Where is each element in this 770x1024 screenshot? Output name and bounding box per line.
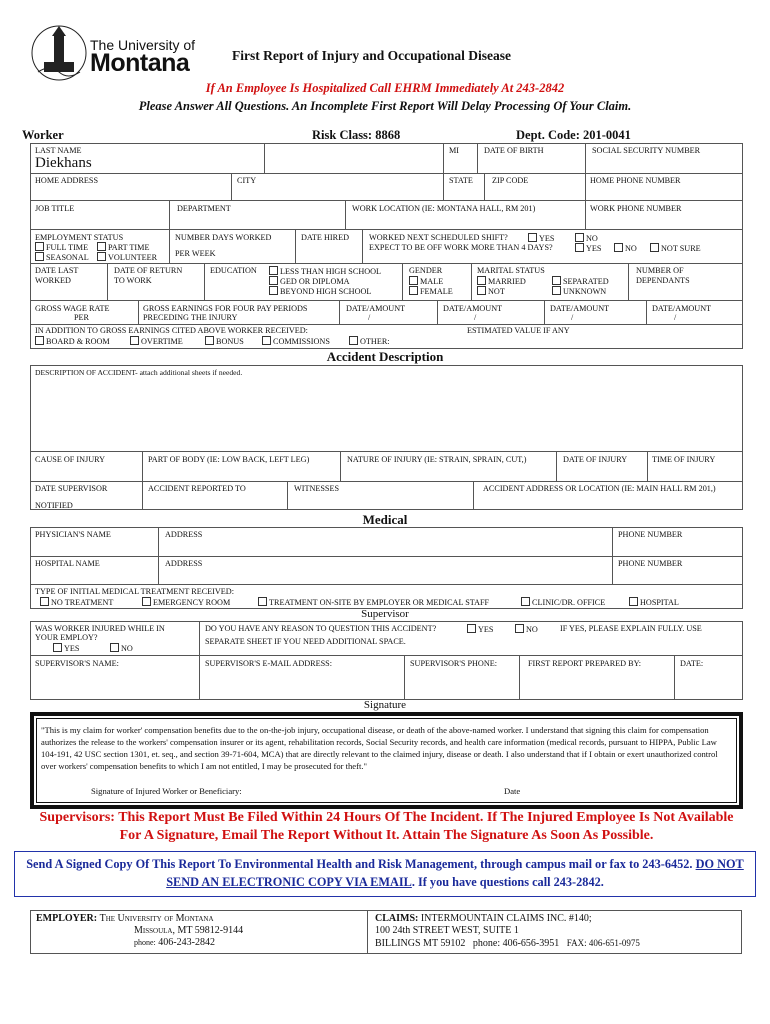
bonus-checkbox[interactable] (205, 336, 214, 345)
cause-label: CAUSE OF INJURY (35, 455, 106, 464)
last-name-label: LAST NAME (35, 146, 82, 155)
risk-class: Risk Class: 8868 (312, 128, 401, 142)
expect-off-not-sure-checkbox[interactable] (650, 243, 659, 252)
time-injury-label: TIME OF INJURY (652, 455, 716, 464)
reason-question-label: DO YOU HAVE ANY REASON TO QUESTION THIS ACCIDENT? (205, 624, 437, 633)
gross-wage-label2: PER (74, 313, 90, 322)
not-married-checkbox[interactable] (477, 286, 486, 295)
next-shift-yes-checkbox[interactable] (528, 233, 537, 242)
state-label: STATE (449, 176, 473, 185)
send-copy-text (18, 855, 752, 891)
claims-street: 100 24th STREET WEST, SUITE 1 (375, 925, 519, 936)
overtime-checkbox[interactable] (130, 336, 139, 345)
supervisor-phone-label: SUPERVISOR'S PHONE: (410, 659, 498, 668)
other-option[interactable]: OTHER: (349, 336, 390, 346)
employment-status-label: EMPLOYMENT STATUS (35, 233, 124, 242)
seasonal-checkbox[interactable] (35, 252, 44, 261)
accident-address-label: ACCIDENT ADDRESS OR LOCATION (IE: MAIN HALL RM 201,) (483, 484, 716, 493)
department-label: DEPARTMENT (177, 204, 231, 213)
dependants-label2: DEPENDANTS (636, 276, 690, 285)
emergency-checkbox[interactable] (142, 597, 151, 606)
date-last-worked-label2: WORKED (35, 276, 71, 285)
expect-off-no-checkbox[interactable] (614, 243, 623, 252)
signature-date-label[interactable]: Date (504, 786, 521, 796)
volunteer-option[interactable]: VOLUNTEER (97, 252, 157, 262)
send-copy-part1: Send A Signed Copy Of This Report To Environmental Health and Risk Management, through campus mail or fax to 243-6452. (26, 857, 693, 871)
injured-while-label1: WAS WORKER INJURED WHILE IN (35, 624, 165, 633)
less-hs-option[interactable]: LESS THAN HIGH SCHOOL (269, 266, 381, 276)
treatment-type-label: TYPE OF INITIAL MEDICAL TREATMENT RECEIVED: (35, 587, 234, 596)
clinic-checkbox[interactable] (521, 597, 530, 606)
nature-label: NATURE OF INJURY (IE: STRAIN, SPRAIN, CUT,) (347, 455, 527, 464)
expect-off-no[interactable]: NO (614, 243, 637, 253)
education-label: EDUCATION (210, 266, 257, 275)
dept-code: Dept. Code: 201-0041 (516, 128, 631, 142)
not-married-option[interactable]: NOT (477, 286, 505, 296)
medical-section-title: Medical (362, 512, 408, 527)
work-phone-label: WORK PHONE NUMBER (590, 204, 682, 213)
male-option[interactable]: MALE (409, 276, 443, 286)
next-shift-no-checkbox[interactable] (575, 233, 584, 242)
employer-city: Missoula, MT 59812-9144 (134, 925, 244, 936)
physician-label: PHYSICIAN'S NAME (35, 530, 111, 539)
expect-off-not-sure[interactable]: NOT SURE (650, 243, 701, 253)
form-title: First Report of Injury and Occupational Disease (232, 48, 511, 63)
logo-line1: The University of (90, 37, 196, 53)
date-return-label1: DATE OF RETURN (114, 266, 183, 275)
claims-city: BILLINGS MT 59102 (375, 938, 466, 949)
gross-wage-label1: GROSS WAGE RATE (35, 304, 110, 313)
injured-no-option[interactable]: NO (110, 643, 133, 653)
ged-option[interactable]: GED OR DIPLOMA (269, 276, 350, 286)
male-checkbox[interactable] (409, 276, 418, 285)
claims-label: CLAIMS: (375, 913, 419, 924)
signature-line-label[interactable]: Signature of Injured Worker or Beneficiary: (91, 786, 242, 796)
hospital-option[interactable]: HOSPITAL (629, 597, 679, 607)
home-phone-label: HOME PHONE NUMBER (590, 176, 681, 185)
unknown-checkbox[interactable] (552, 286, 561, 295)
separated-checkbox[interactable] (552, 276, 561, 285)
reason-yes-checkbox[interactable] (467, 624, 476, 633)
date-return-label2: TO WORK (114, 276, 152, 285)
signature-section-title: Signature (363, 699, 407, 711)
no-treatment-option[interactable]: NO TREATMENT (40, 597, 113, 607)
reason-no-option[interactable]: NO (515, 624, 538, 634)
part-time-option[interactable]: PART TIME (97, 242, 149, 252)
in-addition-label: IN ADDITION TO GROSS EARNINGS CITED ABOVE WORKER RECEIVED: (35, 326, 308, 335)
onsite-option[interactable]: TREATMENT ON-SITE BY EMPLOYER OR MEDICAL STAFF (258, 597, 489, 607)
other-checkbox[interactable] (349, 336, 358, 345)
prepared-date-label: DATE: (680, 659, 704, 668)
hospital-address-label: ADDRESS (165, 559, 203, 568)
accident-description-label: DESCRIPTION OF ACCIDENT- attach additional sheets if needed. (35, 368, 243, 377)
separate-sheet-label: SEPARATE SHEET IF YOU NEED ADDITIONAL SPACE. (205, 637, 406, 646)
female-checkbox[interactable] (409, 286, 418, 295)
prepared-by-label: FIRST REPORT PREPARED BY: (528, 659, 642, 668)
unknown-option[interactable]: UNKNOWN (552, 286, 606, 296)
date-amount-2-label: DATE/AMOUNT (443, 304, 503, 313)
supervisor-email-label: SUPERVISOR'S E-MAIL ADDRESS: (205, 659, 332, 668)
date-amount-4-label: DATE/AMOUNT (652, 304, 712, 313)
full-time-option[interactable]: FULL TIME (35, 242, 88, 252)
expect-off-yes-checkbox[interactable] (575, 243, 584, 252)
overtime-option[interactable]: OVERTIME (130, 336, 183, 346)
job-title-label: JOB TITLE (35, 204, 75, 213)
date-amount-3-label: DATE/AMOUNT (550, 304, 610, 313)
logo-line2: Montana (90, 49, 190, 77)
dependants-label1: NUMBER OF (636, 266, 684, 275)
date-amount-3-slash: / (571, 313, 574, 322)
onsite-checkbox[interactable] (258, 597, 267, 606)
date-hired-label: DATE HIRED (301, 233, 349, 242)
claims-phone: phone: 406-656-3951 (472, 938, 560, 949)
beyond-hs-checkbox[interactable] (269, 286, 278, 295)
date-injury-label: DATE OF INJURY (563, 455, 628, 464)
date-supervisor-label2: NOTIFIED (35, 501, 73, 510)
university-seal (30, 22, 88, 84)
hospital-label: HOSPITAL NAME (35, 559, 100, 568)
dob-label: DATE OF BIRTH (484, 146, 544, 155)
date-amount-1-slash: / (368, 313, 371, 322)
employer-phone-label: phone: (134, 938, 156, 947)
bonus-option[interactable]: BONUS (205, 336, 244, 346)
expect-off-yes[interactable]: YES (575, 243, 601, 253)
volunteer-checkbox[interactable] (97, 252, 106, 261)
reason-no-checkbox[interactable] (515, 624, 524, 633)
next-shift-no[interactable]: NO (575, 233, 598, 243)
full-time-checkbox[interactable] (35, 242, 44, 251)
commissions-option[interactable]: COMMISSIONS (262, 336, 330, 346)
no-treatment-checkbox[interactable] (40, 597, 49, 606)
part-of-body-label: PART OF BODY (IE: LOW BACK, LEFT LEG) (148, 455, 310, 464)
employer-phone: 406-243-2842 (158, 937, 215, 948)
signature-statement: "This is my claim for worker' compensation benefits due to the on-the-job injury, occupational disease, or death of the above-named worker. I understand that signing this claim for compensation authorizes the release to the workers' compensation insurer or its agent, rehabilitation records, Social Security records, and health care information (medical records, pursuant to HIPPA, Public Law 104-191, 42 USC section 1301, et. seq., and section 39-71-604, MCA) that are directly relevant to the claimed injury, disease or death. I also understand that if I obtain or exert unauthorized control over workers' compensation benefits to which I am not entitled, I may be prosecuted for theft." (41, 725, 718, 771)
physician-phone-label: PHONE NUMBER (618, 530, 683, 539)
supervisor-name-label: SUPERVISOR'S NAME: (35, 659, 119, 668)
send-copy-part3: . If you have questions call 243-2842. (411, 875, 604, 889)
gross-earnings-label2: PRECEDING THE INJURY (143, 313, 238, 322)
no-electronic-copy: DO NOT SEND AN ELECTRONIC COPY VIA EMAIL (166, 857, 744, 889)
date-amount-2-slash: / (474, 313, 477, 322)
claims-name: INTERMOUNTAIN CLAIMS INC. #140; (420, 913, 592, 924)
date-last-worked-label1: DATE LAST (35, 266, 79, 275)
injured-yes-option[interactable]: YES (53, 643, 79, 653)
beyond-hs-option[interactable]: BEYOND HIGH SCHOOL (269, 286, 371, 296)
hospital-phone-label: PHONE NUMBER (618, 559, 683, 568)
married-option[interactable]: MARRIED (477, 276, 526, 286)
hospital-checkbox[interactable] (629, 597, 638, 606)
ged-checkbox[interactable] (269, 276, 278, 285)
work-location-label: WORK LOCATION (IE: MONTANA HALL, RM 201) (352, 204, 536, 213)
clinic-option[interactable]: CLINIC/DR. OFFICE (521, 597, 605, 607)
date-supervisor-label1: DATE SUPERVISOR (35, 484, 108, 493)
claims-block (375, 913, 640, 950)
ssn-label: SOCIAL SECURITY NUMBER (592, 146, 701, 155)
less-hs-checkbox[interactable] (269, 266, 278, 275)
zip-label: ZIP CODE (492, 176, 529, 185)
gender-label: GENDER (409, 266, 443, 275)
injured-no-checkbox[interactable] (110, 643, 119, 652)
home-address-label: HOME ADDRESS (35, 176, 99, 185)
supervisors-notice: Supervisors: This Report Must Be Filed Within 24 Hours Of The Incident. If The Injured Employee Is Not Available For A Signature, Email The Report Without It. Attain The Signature As Soon As Possible. (39, 810, 734, 843)
estimated-label: ESTIMATED VALUE IF ANY (467, 326, 570, 335)
last-name-input[interactable]: Diekhans (35, 155, 92, 171)
employer-block (36, 913, 243, 949)
days-worked-label: NUMBER DAYS WORKED (175, 233, 272, 242)
supervisor-section-title: Supervisor (361, 608, 409, 620)
date-amount-4-slash: / (674, 313, 677, 322)
explain-label: IF YES, PLEASE EXPLAIN FULLY. USE (560, 624, 702, 633)
commissions-checkbox[interactable] (262, 336, 271, 345)
marital-label: MARITAL STATUS (477, 266, 545, 275)
physician-address-label: ADDRESS (165, 530, 203, 539)
injured-while-label2: YOUR EMPLOY? (35, 633, 98, 642)
claims-fax: FAX: 406-651-0975 (566, 938, 640, 948)
board-room-option[interactable]: BOARD & ROOM (35, 336, 110, 346)
hospitalized-alert: If An Employee Is Hospitalized Call EHRM Immediately At 243-2842 (205, 81, 565, 95)
married-checkbox[interactable] (477, 276, 486, 285)
city-label: CITY (237, 176, 257, 185)
emergency-option[interactable]: EMERGENCY ROOM (142, 597, 230, 607)
worked-next-shift-label: WORKED NEXT SCHEDULED SHIFT? (369, 233, 508, 242)
reported-to-label: ACCIDENT REPORTED TO (148, 484, 246, 493)
seasonal-option[interactable]: SEASONAL (35, 252, 89, 262)
witnesses-label: WITNESSES (294, 484, 340, 493)
per-week-label: PER WEEK (175, 249, 216, 258)
female-option[interactable]: FEMALE (409, 286, 453, 296)
instruction-text: Please Answer All Questions. An Incomplete First Report Will Delay Processing Of Your Claim. (138, 99, 632, 113)
board-room-checkbox[interactable] (35, 336, 44, 345)
date-amount-1-label: DATE/AMOUNT (346, 304, 406, 313)
accident-section-title: Accident Description (326, 349, 444, 364)
gross-earnings-label1: GROSS EARNINGS FOR FOUR PAY PERIODS (143, 304, 308, 313)
employer-label: EMPLOYER: (36, 913, 98, 924)
part-time-checkbox[interactable] (97, 242, 106, 251)
injured-yes-checkbox[interactable] (53, 643, 62, 652)
reason-yes-option[interactable]: YES (467, 624, 493, 634)
mi-label: MI (449, 146, 460, 155)
worker-heading: Worker (22, 128, 64, 142)
expect-off-label: EXPECT TO BE OFF WORK MORE THAN 4 DAYS? (369, 243, 553, 252)
employer-name: The University of Montana (99, 913, 214, 924)
separated-option[interactable]: SEPARATED (552, 276, 609, 286)
next-shift-yes[interactable]: YES (528, 233, 554, 243)
